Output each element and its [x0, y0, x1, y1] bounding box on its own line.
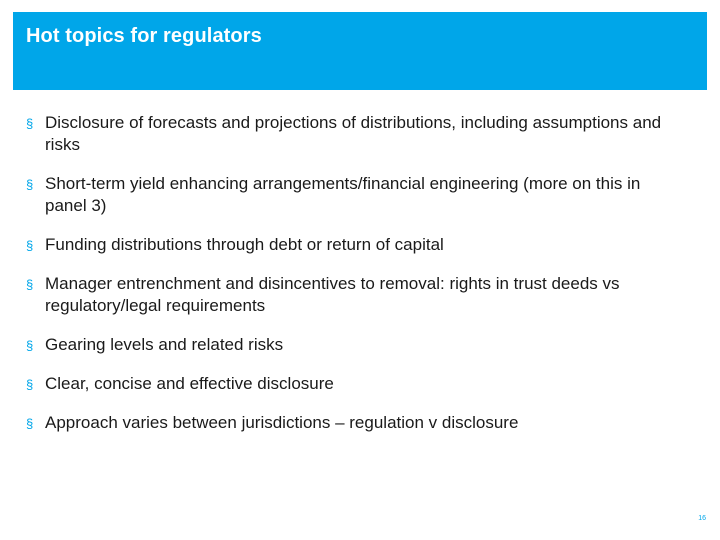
bullet-text: Gearing levels and related risks — [45, 335, 284, 354]
bullet-item — [26, 234, 686, 256]
square-bullet-icon: § — [26, 377, 34, 392]
slide-title: Hot topics for regulators — [26, 25, 262, 47]
bullet-item — [26, 273, 686, 317]
bullet-text: Clear, concise and effective disclosure — [45, 374, 334, 393]
title-banner — [13, 12, 707, 90]
bullet-item — [26, 112, 686, 156]
bullet-item — [26, 373, 686, 395]
bullet-text: Manager entrenchment and disincentives to removal: rights in trust deeds vs regulatory/legal requirements — [45, 274, 620, 315]
square-bullet-icon: § — [26, 116, 34, 131]
square-bullet-icon: § — [26, 416, 34, 431]
bullet-text: Disclosure of forecasts and projections of distributions, including assumptions and risks — [45, 113, 662, 154]
bullet-text: Funding distributions through debt or return of capital — [45, 235, 444, 254]
square-bullet-icon: § — [26, 177, 34, 192]
page-number: 16 — [698, 515, 706, 522]
bullet-item — [26, 173, 686, 217]
square-bullet-icon: § — [26, 238, 34, 253]
bullet-item — [26, 412, 686, 434]
square-bullet-icon: § — [26, 277, 34, 292]
bullet-item — [26, 334, 686, 356]
square-bullet-icon: § — [26, 338, 34, 353]
bullet-list — [26, 112, 686, 451]
bullet-text: Short-term yield enhancing arrangements/financial engineering (more on this in panel 3) — [45, 174, 641, 215]
bullet-text: Approach varies between jurisdictions – regulation v disclosure — [45, 413, 519, 432]
